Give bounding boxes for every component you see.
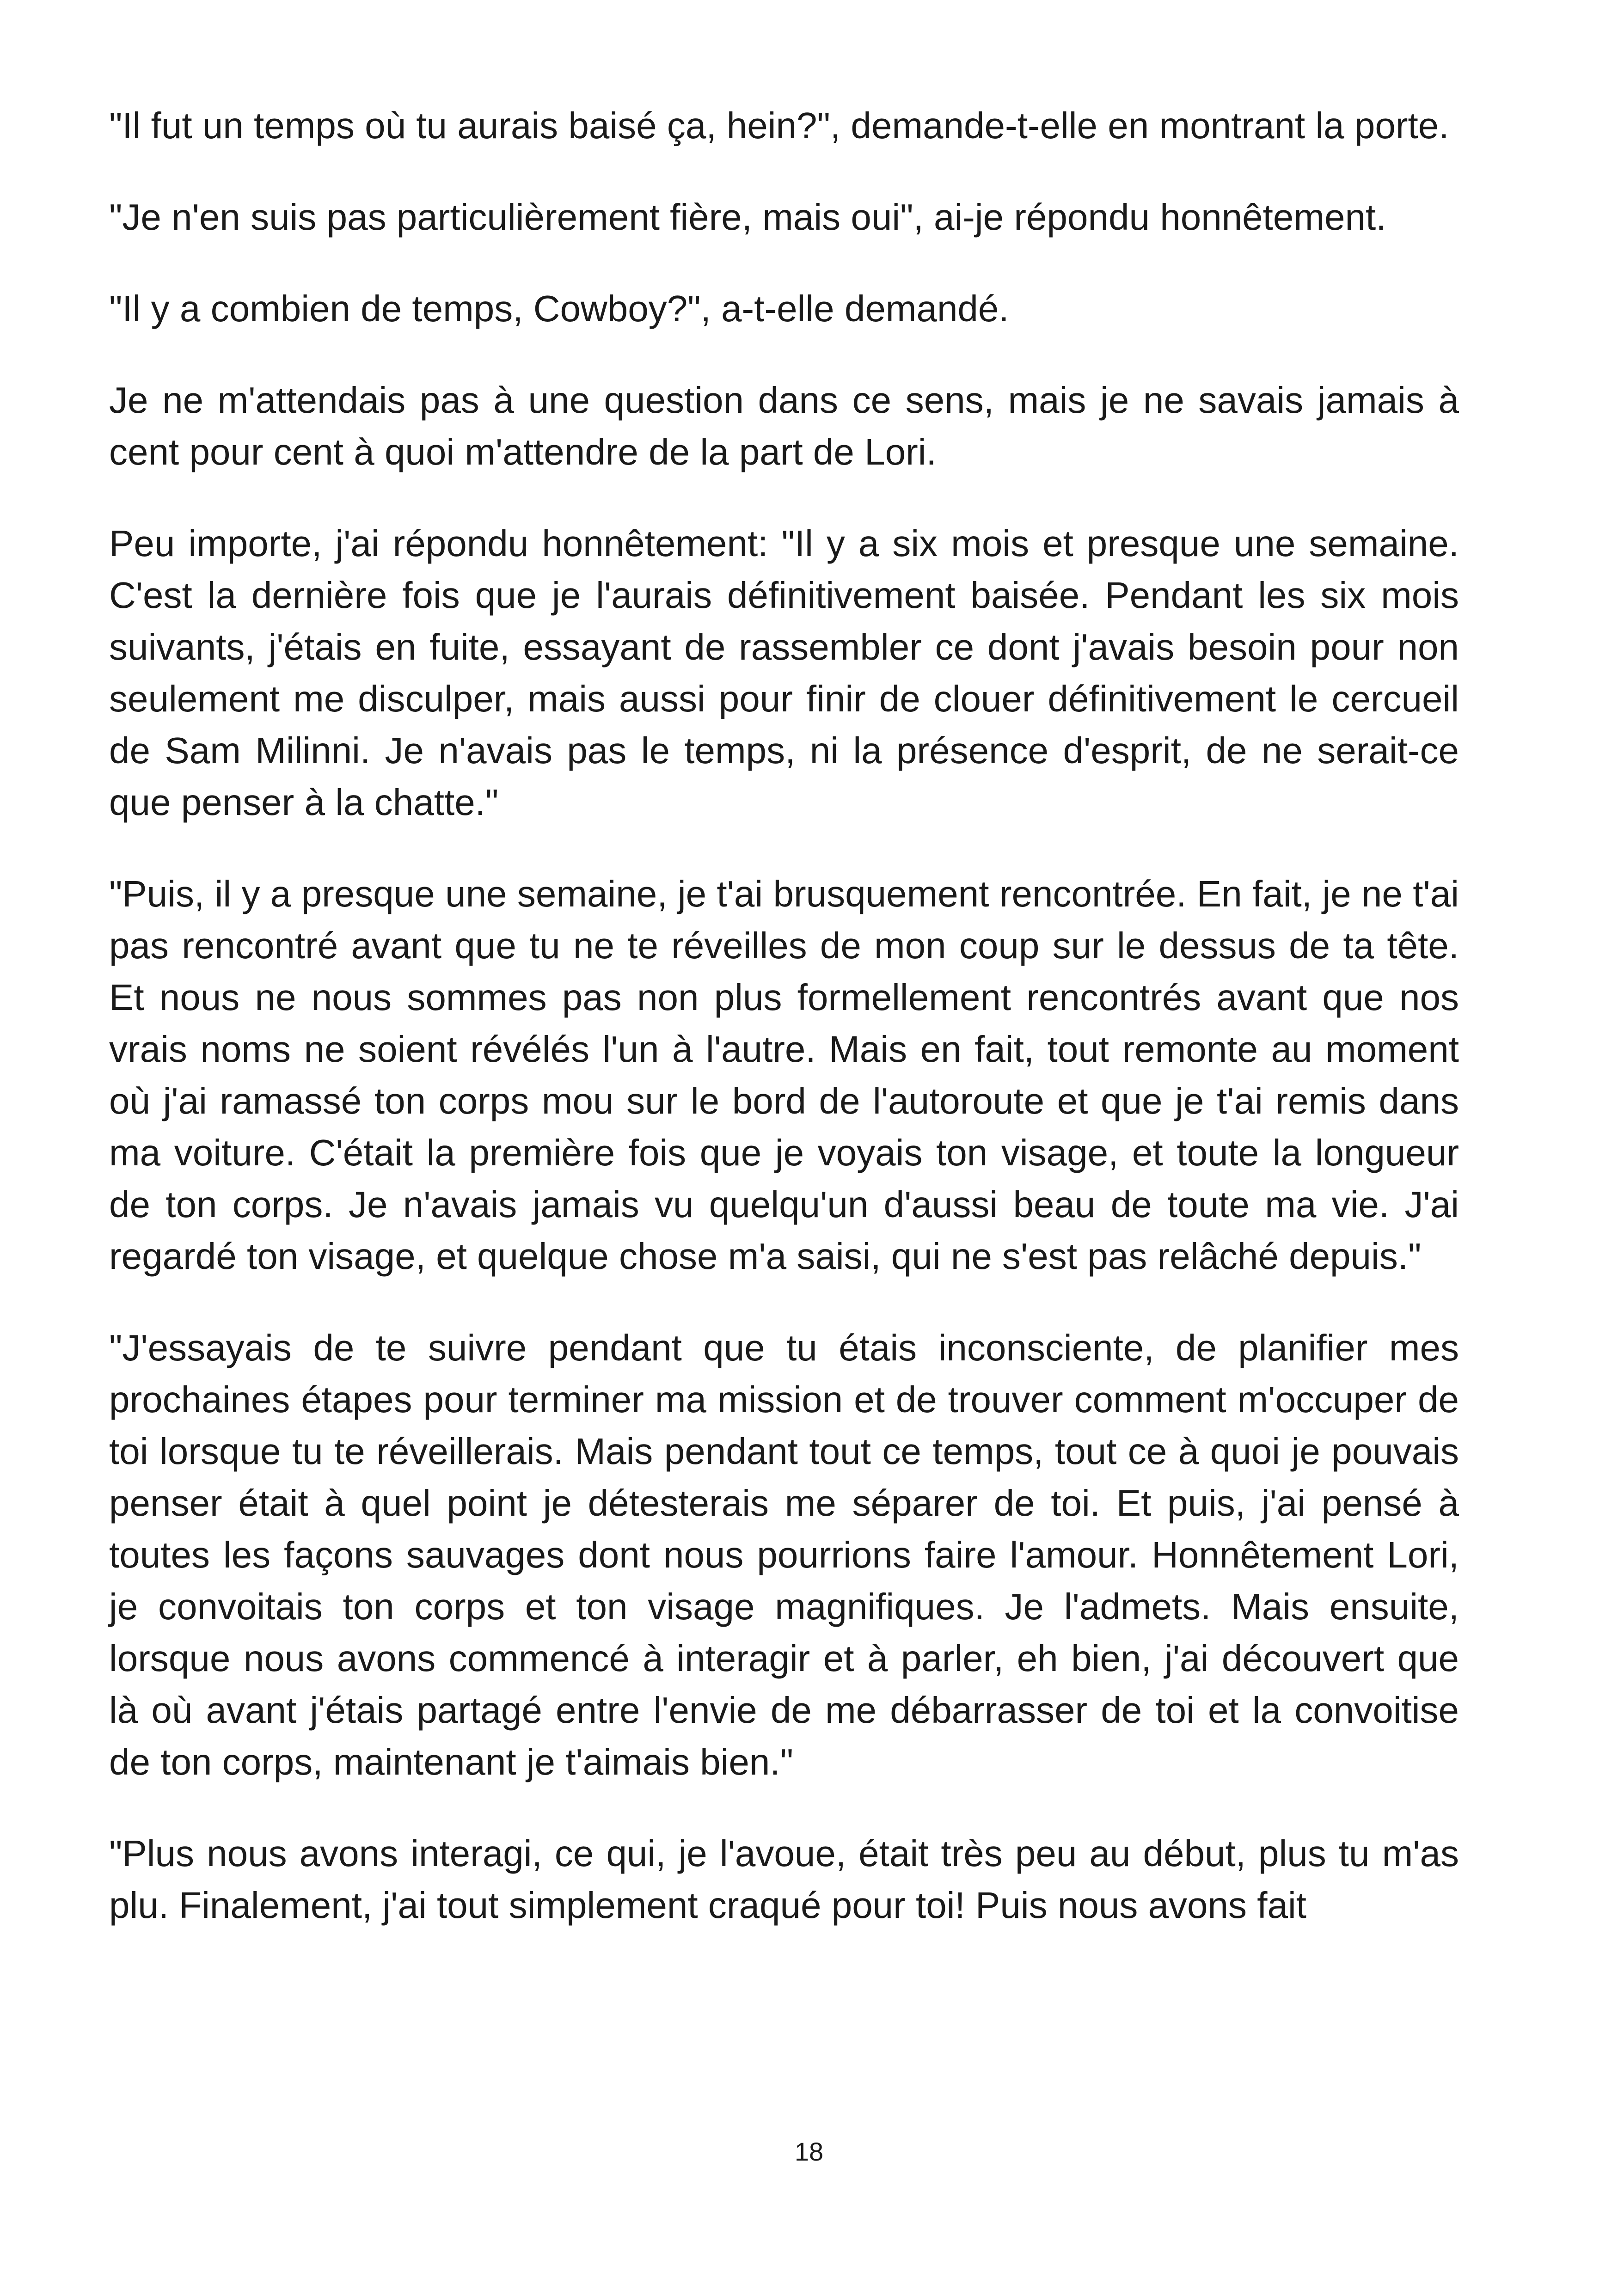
- paragraph: "Plus nous avons interagi, ce qui, je l'avoue, était très peu au début, plus tu m'as plu. Finalement, j'ai tout simplement craqué pour toi! Puis nous avons fait: [109, 1833, 1459, 1926]
- body-text: [109, 100, 1459, 1931]
- paragraph: "Je n'en suis pas particulièrement fière, mais oui", ai-je répondu honnêtement.: [109, 196, 1386, 238]
- paragraph: "Il fut un temps où tu aurais baisé ça, hein?", demande-t-elle en montrant la porte.: [109, 105, 1449, 146]
- paragraph: "Puis, il y a presque une semaine, je t'ai brusquement rencontrée. En fait, je ne t'ai pas rencontré avant que tu ne te réveilles de mon coup sur le dessus de ta tête. Et nous ne nous sommes pas non plus formellement rencontrés avant que nos vrais noms ne soient révélés l'un à l'autre. Mais en fait, tout remonte au moment où j'ai ramassé ton corps mou sur le bord de l'autoroute et que je t'ai remis dans ma voiture. C'était la première fois que je voyais ton visage, et toute la longueur de ton corps. Je n'avais jamais vu quelqu'un d'aussi beau de toute ma vie. J'ai regardé ton visage, et quelque chose m'a saisi, qui ne s'est pas relâché depuis.": [109, 873, 1459, 1277]
- page-number: 18: [794, 2137, 824, 2166]
- paragraph: "Il y a combien de temps, Cowboy?", a-t-elle demandé.: [109, 288, 1009, 329]
- paragraph: Peu importe, j'ai répondu honnêtement: "Il y a six mois et presque une semaine. C'est la dernière fois que je l'aurais définitivement baisée. Pendant les six mois suivants, j'étais en fuite, essayant de rassembler ce dont j'avais besoin pour non seulement me disculper, mais aussi pour finir de clouer définitivement le cercueil de Sam Milinni. Je n'avais pas le temps, ni la présence d'esprit, de ne serait-ce que penser à la chatte.": [109, 523, 1459, 823]
- paragraph: "J'essayais de te suivre pendant que tu étais inconsciente, de planifier mes prochaines étapes pour terminer ma mission et de trouver comment m'occuper de toi lorsque tu te réveillerais. Mais pendant tout ce temps, tout ce à quoi je pouvais penser était à quel point je détesterais me séparer de toi. Et puis, j'ai pensé à toutes les façons sauvages dont nous pourrions faire l'amour. Honnêtement Lori, je convoitais ton corps et ton visage magnifiques. Je l'admets. Mais ensuite, lorsque nous avons commencé à interagir et à parler, eh bien, j'ai découvert que là où avant j'étais partagé entre l'envie de me débarrasser de toi et la convoitise de ton corps, maintenant je t'aimais bien.": [109, 1327, 1459, 1782]
- paragraph: Je ne m'attendais pas à une question dans ce sens, mais je ne savais jamais à cent pour cent à quoi m'attendre de la part de Lori.: [109, 380, 1459, 472]
